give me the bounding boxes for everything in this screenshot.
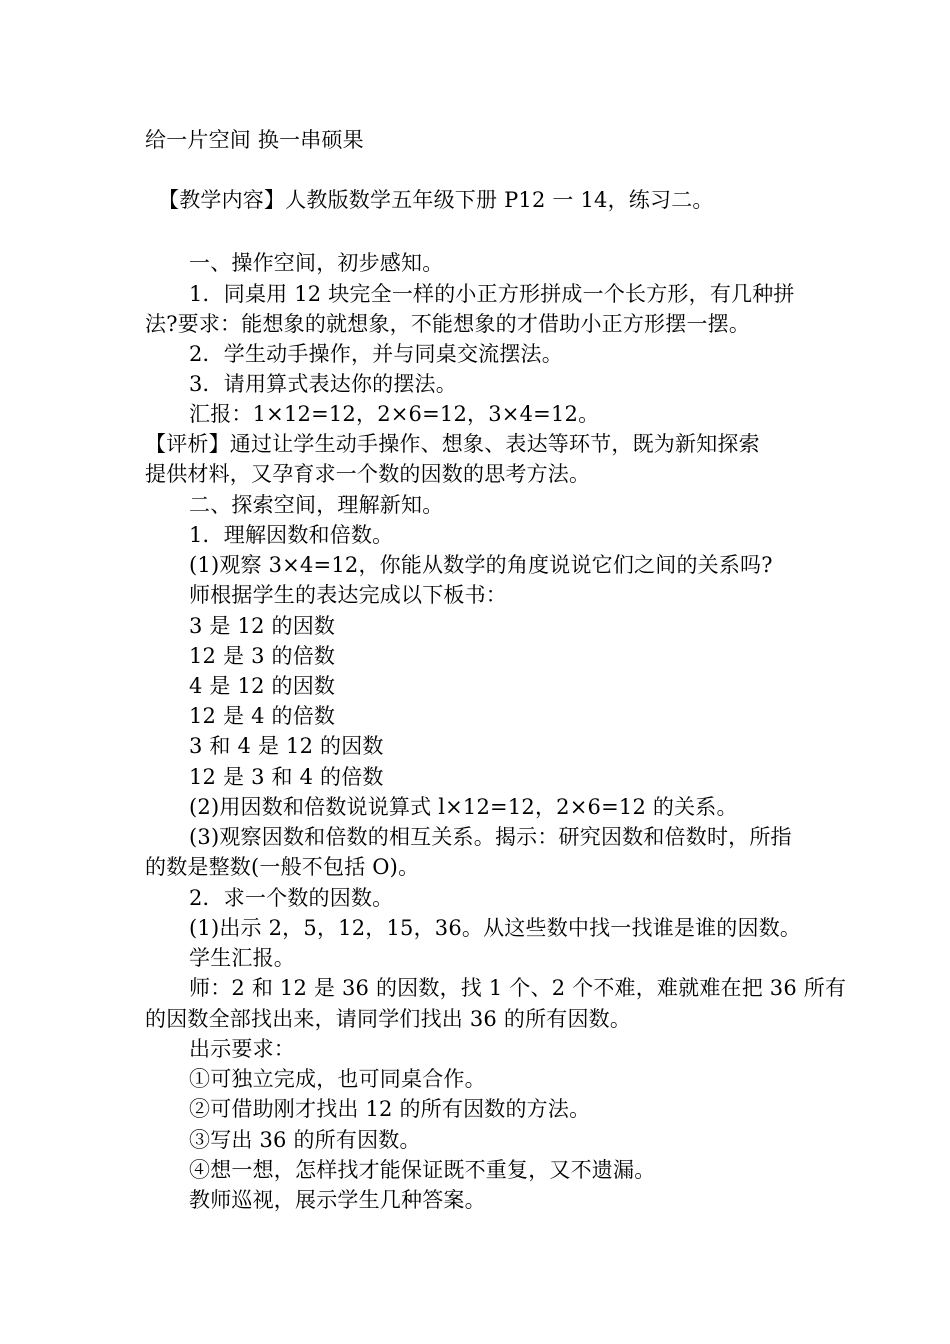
teaching-content-line: 【教学内容】人教版数学五年级下册 P12 一 14，练习二。 [158,188,714,212]
requirement-item: ④想一想，怎样找才能保证既不重复，又不遗漏。 [189,1158,656,1182]
board-line: 12 是 4 的倍数 [189,704,336,728]
document-title: 给一片空间 换一串硕果 [145,128,364,152]
paragraph-line: 法?要求：能想象的就想象，不能想象的才借助小正方形摆一摆。 [145,312,751,336]
paragraph-line: 师：2 和 12 是 36 的因数，找 1 个、2 个不难，难就难在把 36 所有 [189,976,847,1000]
paragraph-line: 2．学生动手操作，并与同桌交流摆法。 [189,342,563,366]
paragraph-line: 的数是整数(一般不包括 O)。 [145,855,420,879]
paragraph-line: 2．求一个数的因数。 [189,886,394,910]
section-heading: 二、探索空间，理解新知。 [189,493,444,517]
paragraph-line: 1．同桌用 12 块完全一样的小正方形拼成一个长方形，有几种拼 [189,282,795,306]
paragraph-line: (2)用因数和倍数说说算式 l×12=12，2×6=12 的关系。 [189,795,738,819]
commentary-line: 提供材料，又孕育求一个数的因数的思考方法。 [145,462,591,486]
paragraph-line: 的因数全部找出来，请同学们找出 36 的所有因数。 [145,1007,632,1031]
paragraph-line: 教师巡视，展示学生几种答案。 [189,1188,486,1212]
paragraph-line: 出示要求： [189,1037,295,1061]
board-line: 4 是 12 的因数 [189,674,336,698]
paragraph-line: 3．请用算式表达你的摆法。 [189,372,457,396]
requirement-item: ②可借助刚才找出 12 的所有因数的方法。 [189,1097,591,1121]
commentary-line: 【评析】通过让学生动手操作、想象、表达等环节，既为新知探索 [145,432,760,456]
board-line: 12 是 3 和 4 的倍数 [189,765,384,789]
paragraph-line: 师根据学生的表达完成以下板书： [189,583,507,607]
paragraph-line: 学生汇报。 [189,946,295,970]
paragraph-line: (1)观察 3×4=12，你能从数学的角度说说它们之间的关系吗? [189,553,773,577]
paragraph-line: 汇报：1×12=12，2×6=12，3×4=12。 [189,402,600,426]
board-line: 3 是 12 的因数 [189,614,336,638]
board-line: 3 和 4 是 12 的因数 [189,734,384,758]
paragraph-line: (3)观察因数和倍数的相互关系。揭示：研究因数和倍数时，所指 [189,825,792,849]
section-heading: 一、操作空间，初步感知。 [189,251,444,275]
paragraph-line: (1)出示 2，5，12，15，36。从这些数中找一找谁是谁的因数。 [189,916,802,940]
paragraph-line: 1．理解因数和倍数。 [189,523,394,547]
board-line: 12 是 3 的倍数 [189,644,336,668]
requirement-item: ①可独立完成，也可同桌合作。 [189,1067,486,1091]
requirement-item: ③写出 36 的所有因数。 [189,1128,421,1152]
